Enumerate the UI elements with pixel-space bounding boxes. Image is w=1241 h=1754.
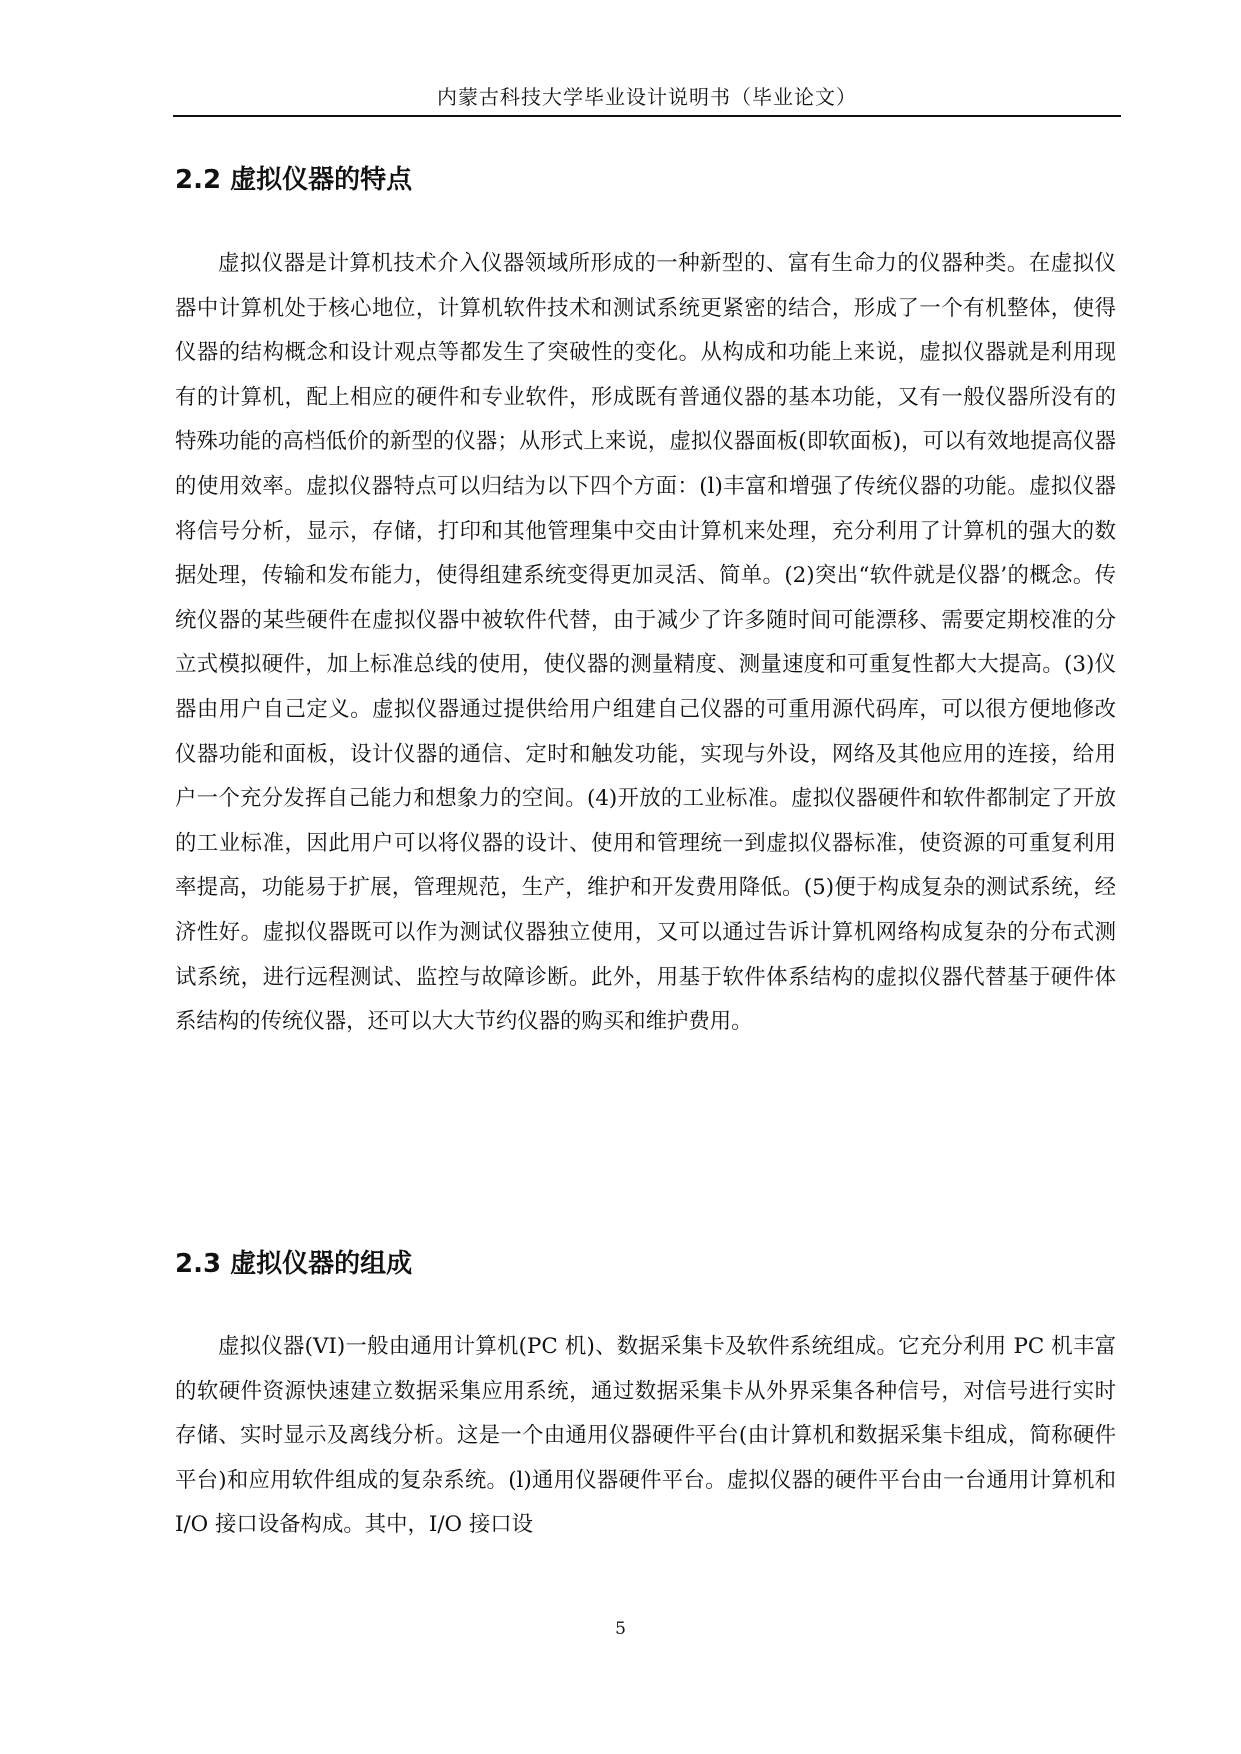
page-header-title: 内蒙古科技大学毕业设计说明书（毕业论文） xyxy=(437,85,857,109)
page-number: 5 xyxy=(615,1619,626,1639)
header-divider xyxy=(173,115,1121,117)
section-paragraph-2-2: 虚拟仪器是计算机技术介入仪器领域所形成的一种新型的、富有生命力的仪器种类。在虚拟仪器中计算机处于核心地位，计算机软件技术和测试系统更紧密的结合，形成了一个有机整体，使得仪器的结构概念和设计观点等都发生了突破性的变化。从构成和功能上来说，虚拟仪器就是利用现有的计算机，配上相应的硬件和专业软件，形成既有普通仪器的基本功能，又有一般仪器所没有的特殊功能的高档低价的新型的仪器；从形式上来说，虚拟仪器面板(即软面板)，可以有效地提高仪器的使用效率。虚拟仪器特点可以归结为以下四个方面：(l)丰富和增强了传统仪器的功能。虚拟仪器将信号分析，显示，存储，打印和其他管理集中交由计算机来处理，充分利用了计算机的强大的数据处理，传输和发布能力，使得组建系统变得更加灵活、简单。(2)突出“软件就是仪器’的概念。传统仪器的某些硬件在虚拟仪器中被软件代替，由于减少了许多随时间可能漂移、需要定期校准的分立式模拟硬件，加上标准总线的使用，使仪器的测量精度、测量速度和可重复性都大大提高。(3)仪器由用户自己定义。虚拟仪器通过提供给用户组建自己仪器的可重用源代码库，可以很方便地修改仪器功能和面板，设计仪器的通信、定时和触发功能，实现与外设，网络及其他应用的连接，给用户一个充分发挥自己能力和想象力的空间。(4)开放的工业标准。虚拟仪器硬件和软件都制定了开放的工业标准，因此用户可以将仪器的设计、使用和管理统一到虚拟仪器标准，使资源的可重复利用率提高，功能易于扩展，管理规范，生产，维护和开发费用降低。(5)便于构成复杂的测试系统，经济性好。虚拟仪器既可以作为测试仪器独立使用，又可以通过告诉计算机网络构成复杂的分布式测试系统，进行远程测试、监控与故障诊断。此外，用基于软件体系结构的虚拟仪器代替基于硬件体系结构的传统仪器，还可以大大节约仪器的购买和维护费用。 xyxy=(175,251,1116,1035)
section-heading-2-3: 2.3 虚拟仪器的组成 xyxy=(175,1249,413,1279)
section-heading-2-2: 2.2 虚拟仪器的特点 xyxy=(175,165,413,195)
section-paragraph-2-3: 虚拟仪器(VI)一般由通用计算机(PC 机)、数据采集卡及软件系统组成。它充分利用 PC 机丰富的软硬件资源快速建立数据采集应用系统，通过数据采集卡从外界采集各种信号，对信号进行实时存储、实时显示及离线分析。这是一个由通用仪器硬件平台(由计算机和数据采集卡组成，简称硬件平台)和应用软件组成的复杂系统。(l)通用仪器硬件平台。虚拟仪器的硬件平台由一台通用计算机和 I/O 接口设备构成。其中，I/O 接口设 xyxy=(175,1334,1116,1538)
